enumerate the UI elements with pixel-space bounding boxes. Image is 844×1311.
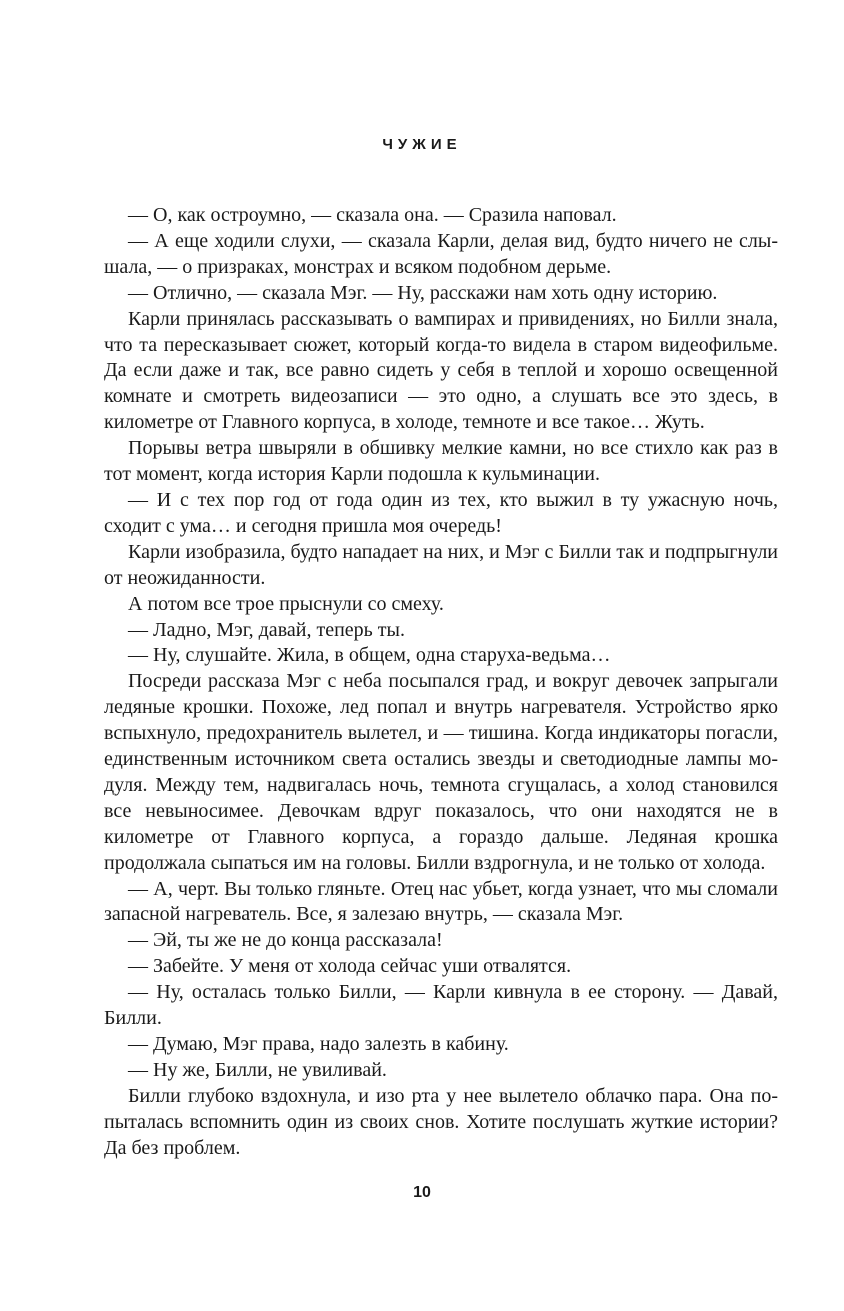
running-title: ЧУЖИЕ: [382, 136, 462, 153]
paragraph: — Отлично, — сказала Мэг. — Ну, расскажи нам хоть одну историю.: [128, 281, 718, 304]
paragraph: — Ну же, Билли, не увиливай.: [128, 1058, 387, 1081]
paragraph: — А, черт. Вы только гляньте. Отец нас убьет, когда узнает, что мы сломали запасной нагреватель. Все, я залезаю внутрь, — сказала Мэг.: [104, 877, 778, 926]
paragraph: — И с тех пор год от года один из тех, кто выжил в ту ужасную ночь, сходит с ума… и сегодня пришла моя очередь!: [104, 488, 778, 537]
paragraph: — Эй, ты же не до конца рассказала!: [128, 929, 443, 952]
page-number: 10: [413, 1184, 431, 1201]
paragraph: — О, как остроумно, — сказала она. — Сразила наповал.: [128, 204, 617, 226]
paragraph: — Ладно, Мэг, давай, теперь ты.: [128, 618, 405, 641]
body-text: [104, 203, 778, 1162]
paragraph: — Забейте. У меня от холода сейчас уши отвалятся.: [128, 955, 572, 978]
paragraph: Посреди рассказа Мэг с неба посыпался град, и вокруг девочек запрыгали ледяные крошки. Похоже, лед попал и внутрь нагревателя. Устройство ярко вспыхнуло, предохранитель вылетел, и — тишина. Когда индикаторы погасли, единственным источником света остались звезды и светодиодные лампы модуля. Между тем, надвигалась ночь, темнота сгущалась, а холод становился все невыносимее. Девочкам вдруг показалось, что они находятся не в километре от Главного корпуса, а гораздо дальше. Ледяная крошка продолжала сыпаться им на головы. Билли вздрогнула, и не только от холода.: [104, 670, 778, 874]
paragraph: Карли изобразила, будто нападает на них, и Мэг с Билли так и подпрыгнули от неожиданности.: [104, 540, 778, 589]
paragraph: — Думаю, Мэг права, надо залезть в кабину.: [128, 1033, 509, 1055]
paragraph: — Ну, осталась только Билли, — Карли кивнула в ее сторону. — Давай, Билли.: [104, 981, 778, 1030]
paragraph: Билли глубоко вздохнула, и изо рта у нее вылетело облачко пара. Она попыталась вспомнить один из своих снов. Хотите послушать жуткие истории? Да без проблем.: [104, 1084, 778, 1159]
paragraph: Карли принялась рассказывать о вампирах и привидениях, но Билли знала, что та пересказывает сюжет, который когда-то видела в старом видеофильме. Да если даже и так, все равно сидеть у себя в теплой и хорошо освещенной комнате и смотреть видеозаписи — это одно, а слушать все это здесь, в километре от Главного корпуса, в холоде, темноте и все такое… Жуть.: [104, 307, 778, 434]
paragraph: Порывы ветра швыряли в обшивку мелкие камни, но все стихло как раз в тот момент, когда история Карли подошла к кульминации.: [104, 437, 778, 486]
paragraph: — А еще ходили слухи, — сказала Карли, делая вид, будто ничего не слышала, — о призраках, монстрах и всяком подобном дерьме.: [104, 229, 778, 278]
paragraph: — Ну, слушайте. Жила, в общем, одна старуха-ведьма…: [128, 644, 611, 667]
paragraph: А потом все трое прыснули со смеху.: [128, 592, 444, 615]
